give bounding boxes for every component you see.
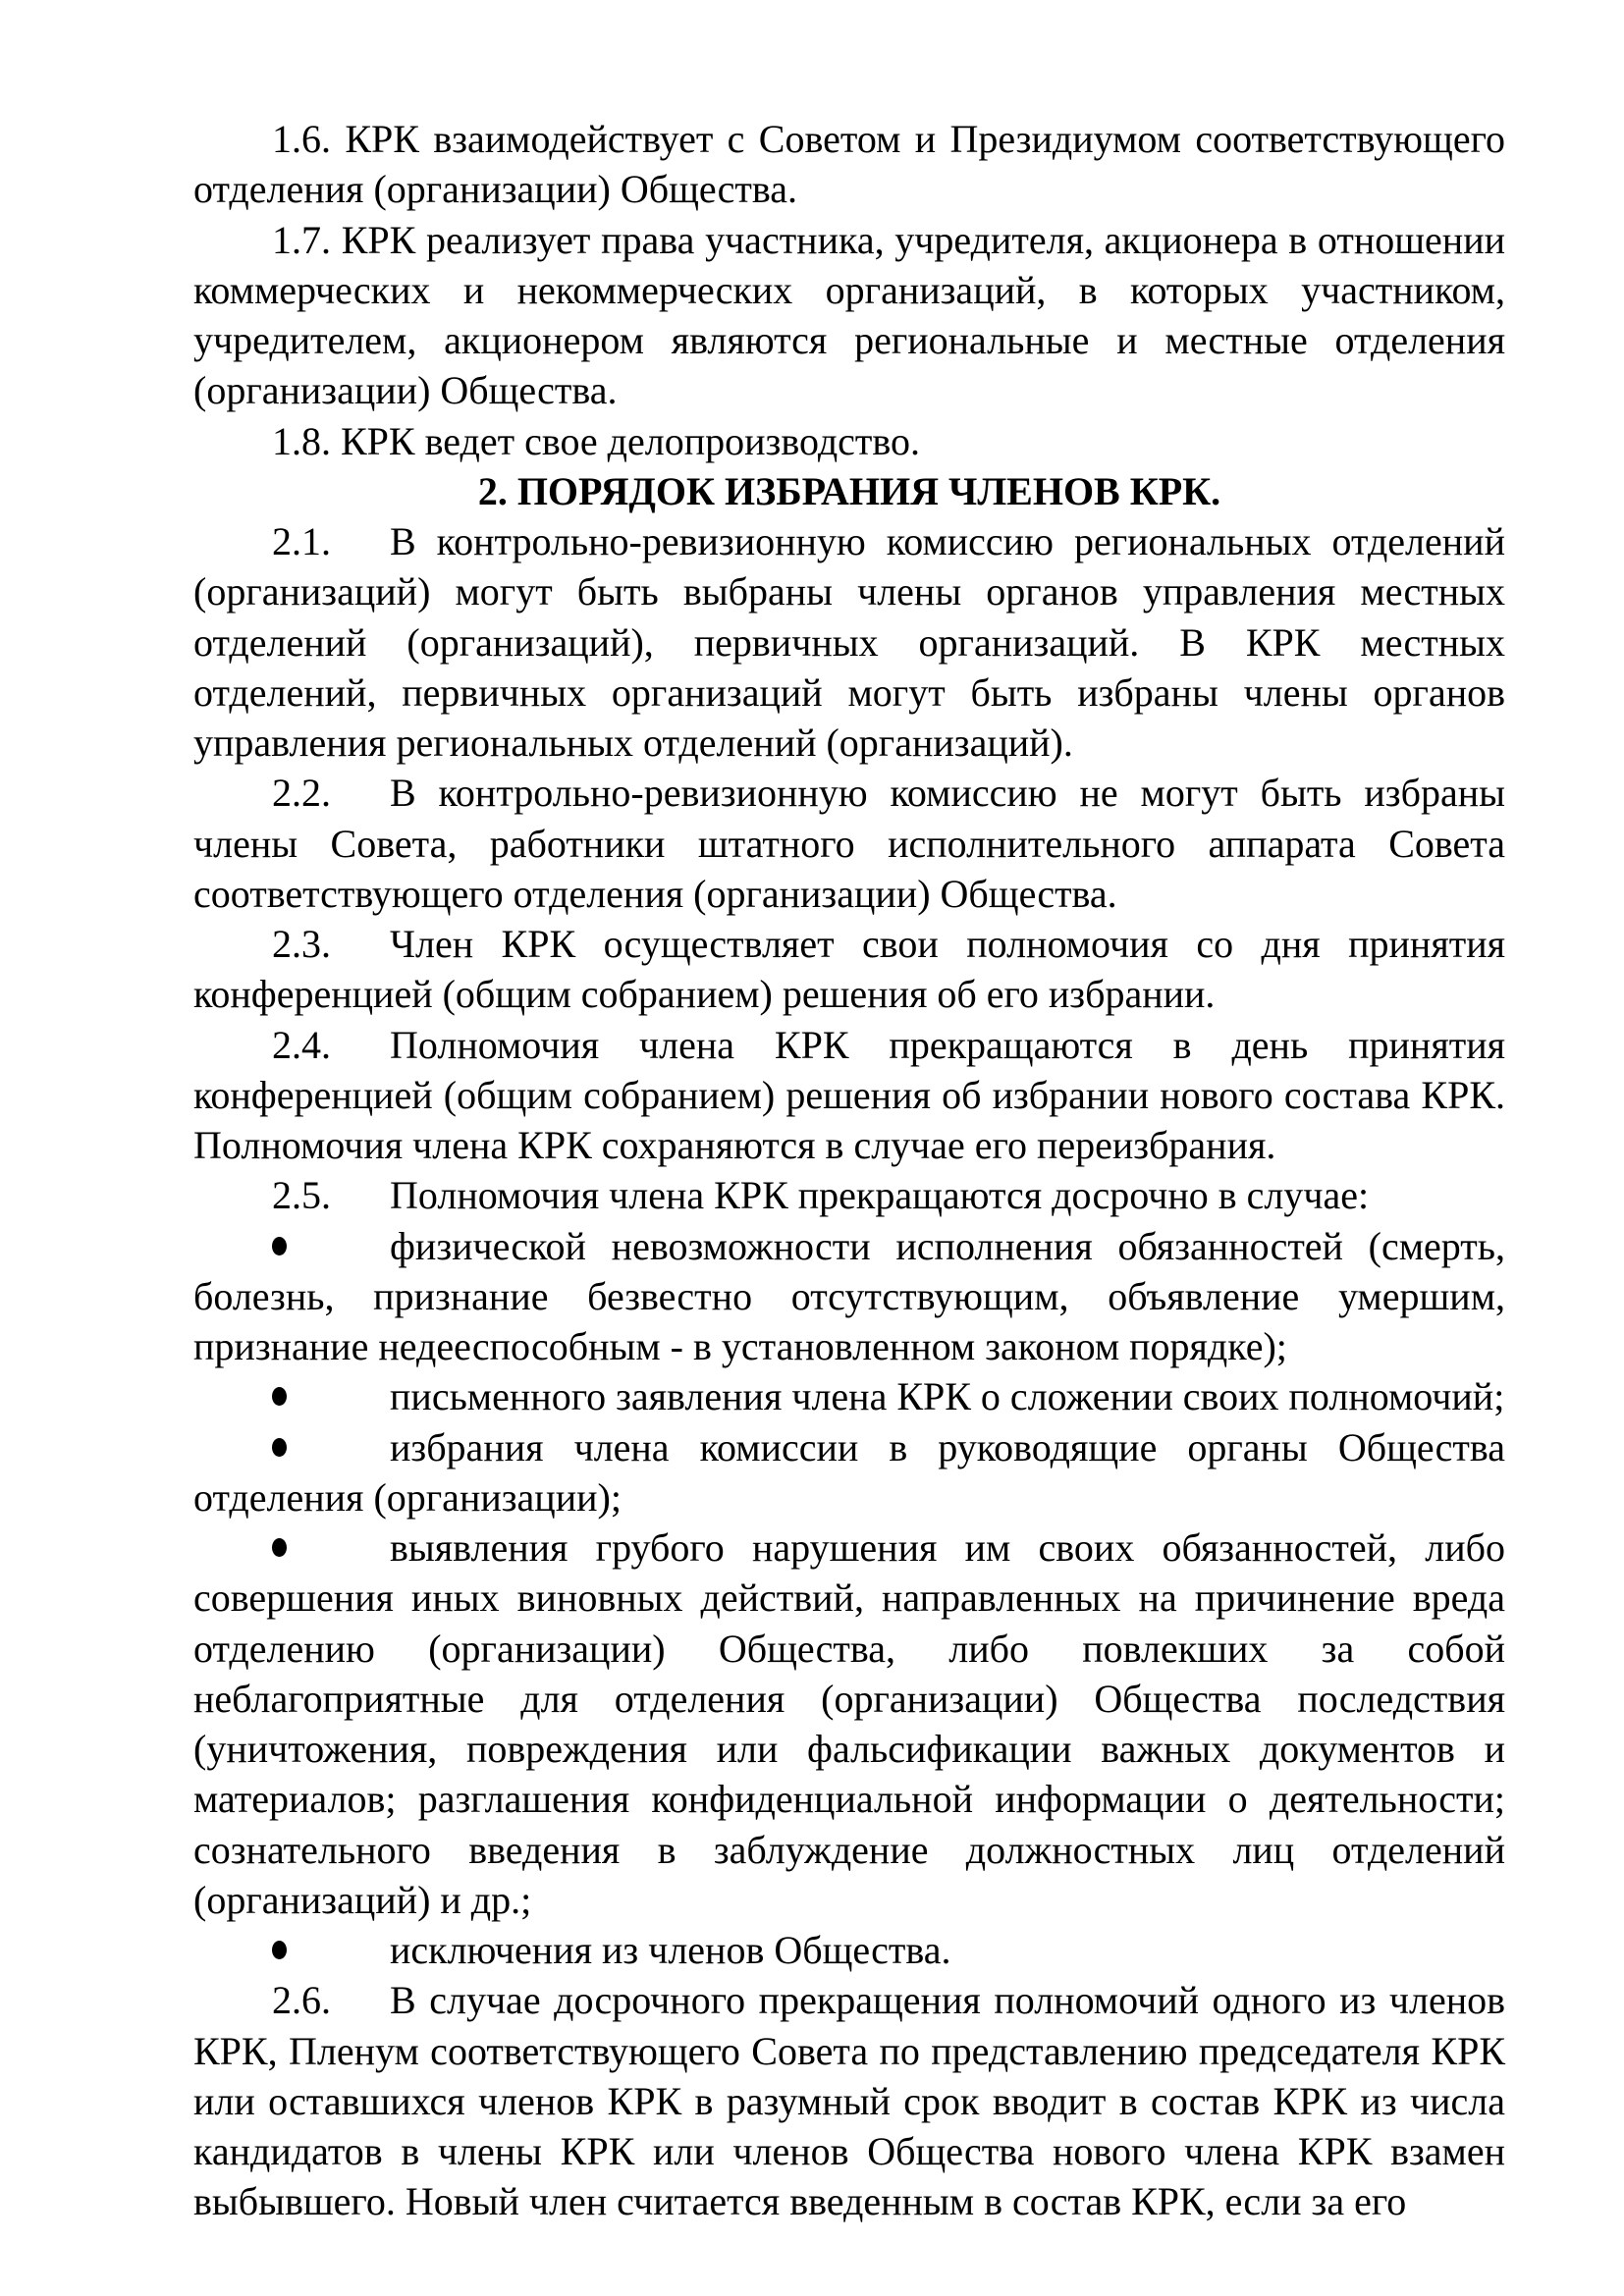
bullet-item xyxy=(193,1371,1505,1421)
item-number: 2.3. xyxy=(272,922,331,966)
bullet-icon xyxy=(272,1538,287,1557)
bullet-wrapper xyxy=(272,1371,390,1421)
paragraph-1-8: 1.8. КРК ведет свое делопроизводство. xyxy=(272,418,921,463)
item-text: Полномочия члена КРК прекращаются досрочно в случае: xyxy=(390,1173,1370,1218)
paragraph-2-1 xyxy=(193,516,1505,768)
bullet-text: избрания члена комиссии в руководящие органы Общества отделения (организации); xyxy=(193,1424,1505,1520)
item-number: 2.4. xyxy=(272,1022,331,1067)
paragraph-2-3 xyxy=(193,919,1505,1020)
paragraph-1-6: 1.6. КРК взаимодействует с Советом и Президиумом соответствующего отделения (организации) Общества. xyxy=(193,117,1505,212)
item-text: В случае досрочного прекращения полномочий одного из членов КРК, Пленум соответствующего Совета по представлению председателя КРК или оставшихся членов КРК в разумный срок вводит в состав КРК из числа кандидатов в члены КРК или членов Общества нового члена КРК взамен выбывшего. Новый член считается введенным в состав КРК, если за его xyxy=(193,1978,1505,2224)
paragraph-2-4 xyxy=(193,1020,1505,1171)
bullet-text: выявления грубого нарушения им своих обязанностей, либо совершения иных виновных действий, направленных на причинение вреда отделению (организации) Общества, либо повлекших за собой неблагоприятные для отделения (организации) Общества последствия (уничтожения, повреждения или фальсификации важных документов и материалов; разглашения конфиденциальной информации о деятельности; сознательного введения в заблуждение должностных лиц отделений (организаций) и др.; xyxy=(193,1525,1505,1922)
paragraph-2-5 xyxy=(193,1170,1505,1220)
item-text: В контрольно-ревизионную комиссию региональных отделений (организаций) могут быть выбраны члены органов управления местных отделений (организаций), первичных организаций. В КРК местных отделений, первичных организаций могут быть избраны члены органов управления региональных отделений (организаций). xyxy=(193,519,1505,765)
bullet-text: физической невозможности исполнения обязанностей (смерть, болезнь, признание безвестно отсутствующим, объявление умершим, признание недееспособным - в установленном законом порядке); xyxy=(193,1223,1505,1368)
item-text: В контрольно-ревизионную комиссию не могут быть избраны члены Совета, работники штатного исполнительного аппарата Совета соответствующего отделения (организации) Общества. xyxy=(193,771,1505,916)
bullet-wrapper xyxy=(272,1522,390,1573)
item-text: Полномочия члена КРК прекращаются в день принятия конференцией (общим собранием) решения об избрании нового состава КРК. Полномочия члена КРК сохраняются в случае его переизбрания. xyxy=(193,1022,1505,1167)
bullet-item xyxy=(193,1522,1505,1925)
bullet-wrapper xyxy=(272,1925,390,1975)
item-number: 2.5. xyxy=(272,1173,331,1218)
bullet-text: исключения из членов Общества. xyxy=(390,1928,951,1972)
item-text: Член КРК осуществляет свои полномочия со дня принятия конференцией (общим собранием) решения об его избрании. xyxy=(193,922,1505,1017)
bullet-icon xyxy=(272,1237,287,1255)
paragraph-2-2 xyxy=(193,768,1505,919)
bullet-item xyxy=(193,1221,1505,1372)
item-number: 2.6. xyxy=(272,1978,331,2023)
bullet-wrapper xyxy=(272,1422,390,1472)
bullet-icon xyxy=(272,1941,287,1959)
paragraph-1-7: 1.7. КРК реализует права участника, учредителя, акционера в отношении коммерческих и некоммерческих организаций, в которых участником, учредителем, акционером являются региональные и местные отделения (организации) Общества. xyxy=(193,217,1505,413)
bullet-item xyxy=(193,1925,1505,1975)
bullet-wrapper xyxy=(272,1221,390,1271)
bullet-icon xyxy=(272,1438,287,1457)
bullet-icon xyxy=(272,1387,287,1406)
bullet-item xyxy=(193,1422,1505,1523)
item-number: 2.1. xyxy=(272,519,331,563)
item-number: 2.2. xyxy=(272,771,331,816)
document-page xyxy=(193,114,1505,2227)
section-heading: 2. ПОРЯДОК ИЗБРАНИЯ ЧЛЕНОВ КРК. xyxy=(477,468,1221,513)
bullet-text: письменного заявления члена КРК о сложении своих полномочий; xyxy=(390,1374,1505,1419)
paragraph-2-6 xyxy=(193,1975,1505,2226)
